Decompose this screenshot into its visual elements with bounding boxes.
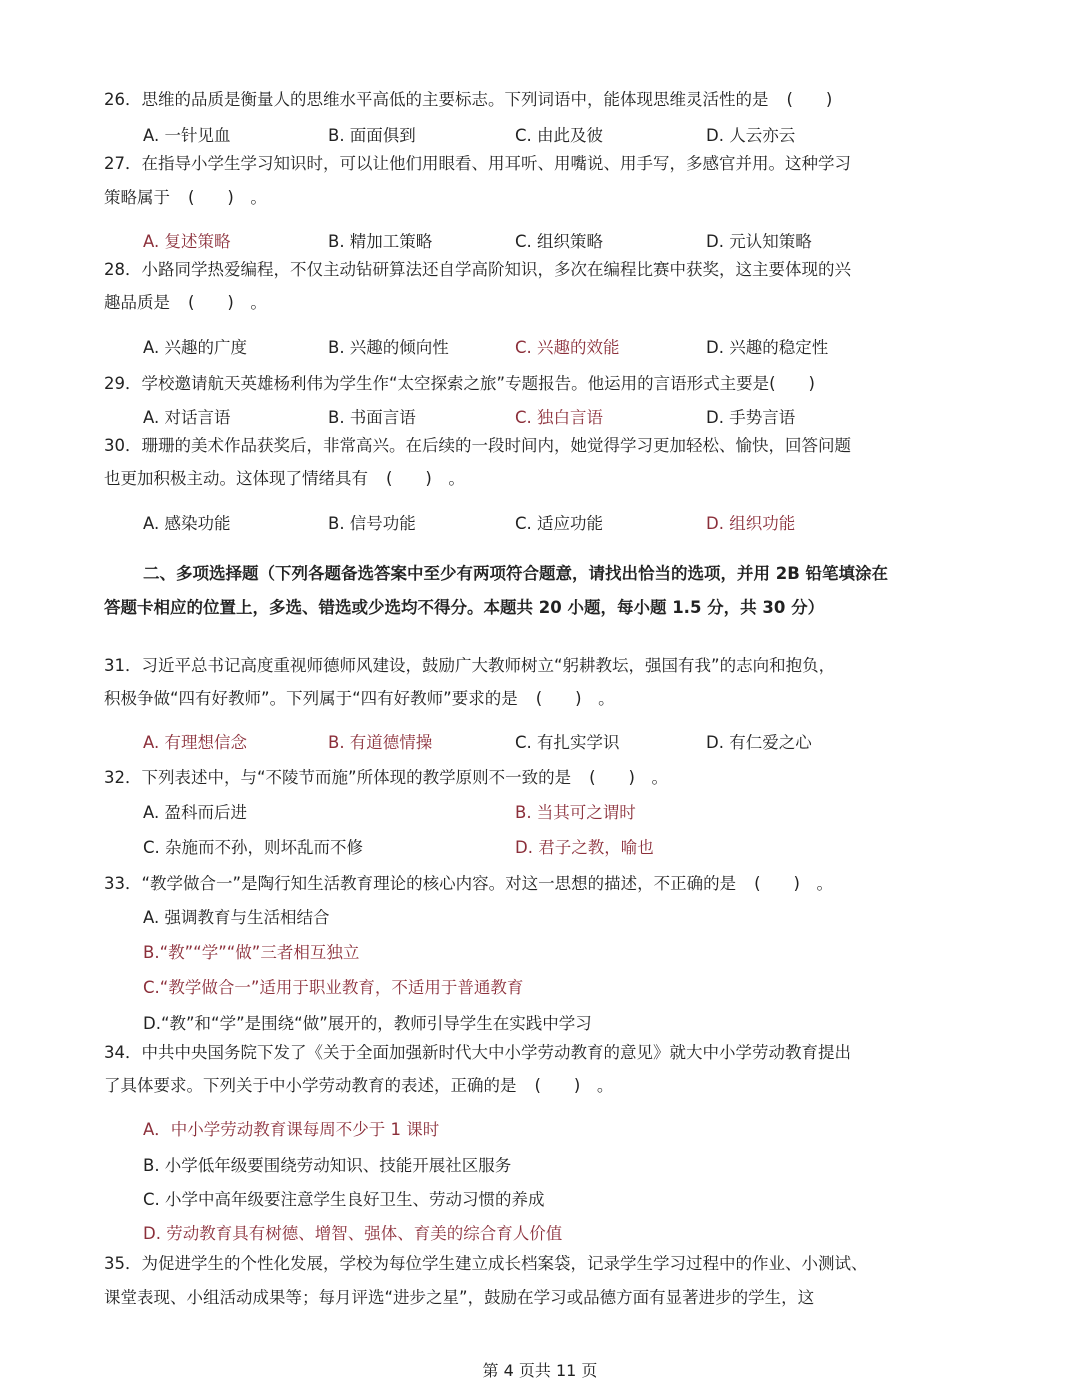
option-27-d: D. 元认知策略: [706, 232, 812, 251]
question-27-line1: 27．在指导小学生学习知识时，可以让他们用眼看、用耳听、用嘴说、用手写，多感官并用。这种学习: [104, 154, 851, 173]
question-30-stem2: 也更加积极主动。这体现了情绪具有: [104, 469, 368, 488]
option-29-b: B. 书面言语: [328, 408, 416, 427]
option-33-c: C.“教学做合一”适用于职业教育，不适用于普通教育: [143, 978, 524, 997]
question-28-stem2: 趣品质是: [104, 293, 170, 312]
question-33-stem: 33．“教学做合一”是陶行知生活教育理论的核心内容。对这一思想的描述，不正确的是: [104, 874, 737, 893]
option-31-b: B. 有道德情操: [328, 733, 433, 752]
question-26-stem: 26．思维的品质是衡量人的思维水平高低的主要标志。下列词语中，能体现思维灵活性的是: [104, 90, 769, 109]
question-34-line1: 34．中共中央国务院下发了《关于全面加强新时代大中小学劳动教育的意见》就大中小学劳动教育提出: [104, 1043, 851, 1062]
option-28-d: D. 兴趣的稳定性: [706, 338, 829, 357]
option-34-c: C. 小学中高年级要注意学生良好卫生、劳动习惯的养成: [143, 1190, 545, 1209]
question-33: [104, 872, 833, 896]
option-29-a: A. 对话言语: [143, 408, 231, 427]
option-32-a: A. 盈科而后进: [143, 803, 247, 822]
question-27-stem2: 策略属于: [104, 188, 170, 207]
question-34-stem2: 了具体要求。下列关于中小学劳动教育的表述，正确的是: [104, 1076, 517, 1095]
option-32-b: B. 当其可之谓时: [515, 803, 636, 822]
option-27-b: B. 精加工策略: [328, 232, 433, 251]
option-28-b: B. 兴趣的倾向性: [328, 338, 449, 357]
question-31-stem2: 积极争做“四有好教师”。下列属于“四有好教师”要求的是: [104, 689, 518, 708]
question-32-stem: 32．下列表述中，与“不陵节而施”所体现的教学原则不一致的是: [104, 768, 572, 787]
option-28-a: A. 兴趣的广度: [143, 338, 247, 357]
option-34-a: A．中小学劳动教育课每周不少于 1 课时: [143, 1120, 440, 1139]
option-27-c: C. 组织策略: [515, 232, 604, 251]
question-34-line2: [104, 1074, 613, 1098]
question-32: [104, 766, 668, 790]
option-30-a: A. 感染功能: [143, 514, 231, 533]
option-26-a: A. 一针见血: [143, 126, 231, 145]
question-27-line2: [104, 186, 267, 210]
option-29-c: C. 独白言语: [515, 408, 604, 427]
answer-paren: ( ) 。: [188, 293, 267, 312]
question-26: [104, 88, 832, 112]
question-35-line2: 课堂表现、小组活动成果等；每月评选“进步之星”，鼓励在学习或品德方面有显著进步的学生，这: [104, 1288, 815, 1307]
section-2-heading-line2: 答题卡相应的位置上，多选、错选或少选均不得分。本题共 20 小题，每小题 1.5 分，共 30 分）: [104, 598, 825, 617]
option-33-a: A. 强调教育与生活相结合: [143, 908, 330, 927]
option-32-d: D. 君子之教，喻也: [515, 838, 654, 857]
question-30-line1: 30．珊珊的美术作品获奖后，非常高兴。在后续的一段时间内，她觉得学习更加轻松、愉快，回答问题: [104, 436, 851, 455]
option-31-c: C. 有扎实学识: [515, 733, 620, 752]
answer-paren: ( ) 。: [754, 874, 833, 893]
answer-paren: ( ): [786, 90, 833, 109]
option-34-b: B. 小学低年级要围绕劳动知识、技能开展社区服务: [143, 1156, 512, 1175]
option-31-d: D. 有仁爱之心: [706, 733, 812, 752]
question-30-line2: [104, 467, 465, 491]
page-number: 第 4 页共 11 页: [482, 1361, 598, 1380]
option-29-d: D. 手势言语: [706, 408, 796, 427]
section-2-heading-line1: 二、多项选择题（下列各题备选答案中至少有两项符合题意，请找出恰当的选项，并用 2B 铅笔填涂在: [143, 564, 889, 583]
option-32-c: C. 杂施而不孙，则坏乱而不修: [143, 838, 364, 857]
question-31-line2: [104, 687, 615, 711]
option-26-b: B. 面面俱到: [328, 126, 416, 145]
option-28-c: C. 兴趣的效能: [515, 338, 620, 357]
option-30-d: D. 组织功能: [706, 514, 796, 533]
question-28-line2: [104, 291, 267, 315]
question-28-line1: 28．小路同学热爱编程，不仅主动钻研算法还自学高阶知识，多次在编程比赛中获奖，这主要体现的兴: [104, 260, 851, 279]
answer-paren: ( ) 。: [589, 768, 668, 787]
option-27-a: A. 复述策略: [143, 232, 231, 251]
question-35-line1: 35．为促进学生的个性化发展，学校为每位学生建立成长档案袋，记录学生学习过程中的作业、小测试、: [104, 1254, 868, 1273]
answer-paren: ( ) 。: [386, 469, 465, 488]
answer-paren: ( ) 。: [535, 689, 615, 708]
option-26-d: D. 人云亦云: [706, 126, 796, 145]
option-26-c: C. 由此及彼: [515, 126, 604, 145]
option-34-d: D. 劳动教育具有树德、增智、强体、育美的综合育人价值: [143, 1224, 563, 1243]
option-33-d: D.“教”和“学”是围绕“做”展开的，教师引导学生在实践中学习: [143, 1014, 592, 1033]
option-33-b: B.“教”“学”“做”三者相互独立: [143, 943, 360, 962]
option-30-b: B. 信号功能: [328, 514, 416, 533]
answer-paren: ( ) 。: [534, 1076, 614, 1095]
question-31-line1: 31．习近平总书记高度重视师德师风建设，鼓励广大教师树立“躬耕教坛，强国有我”的志向和抱负，: [104, 656, 836, 675]
option-31-a: A. 有理想信念: [143, 733, 247, 752]
option-30-c: C. 适应功能: [515, 514, 604, 533]
question-29: 29．学校邀请航天英雄杨利伟为学生作“太空探索之旅”专题报告。他运用的言语形式主要是( ): [104, 374, 815, 393]
answer-paren: ( ) 。: [188, 188, 267, 207]
